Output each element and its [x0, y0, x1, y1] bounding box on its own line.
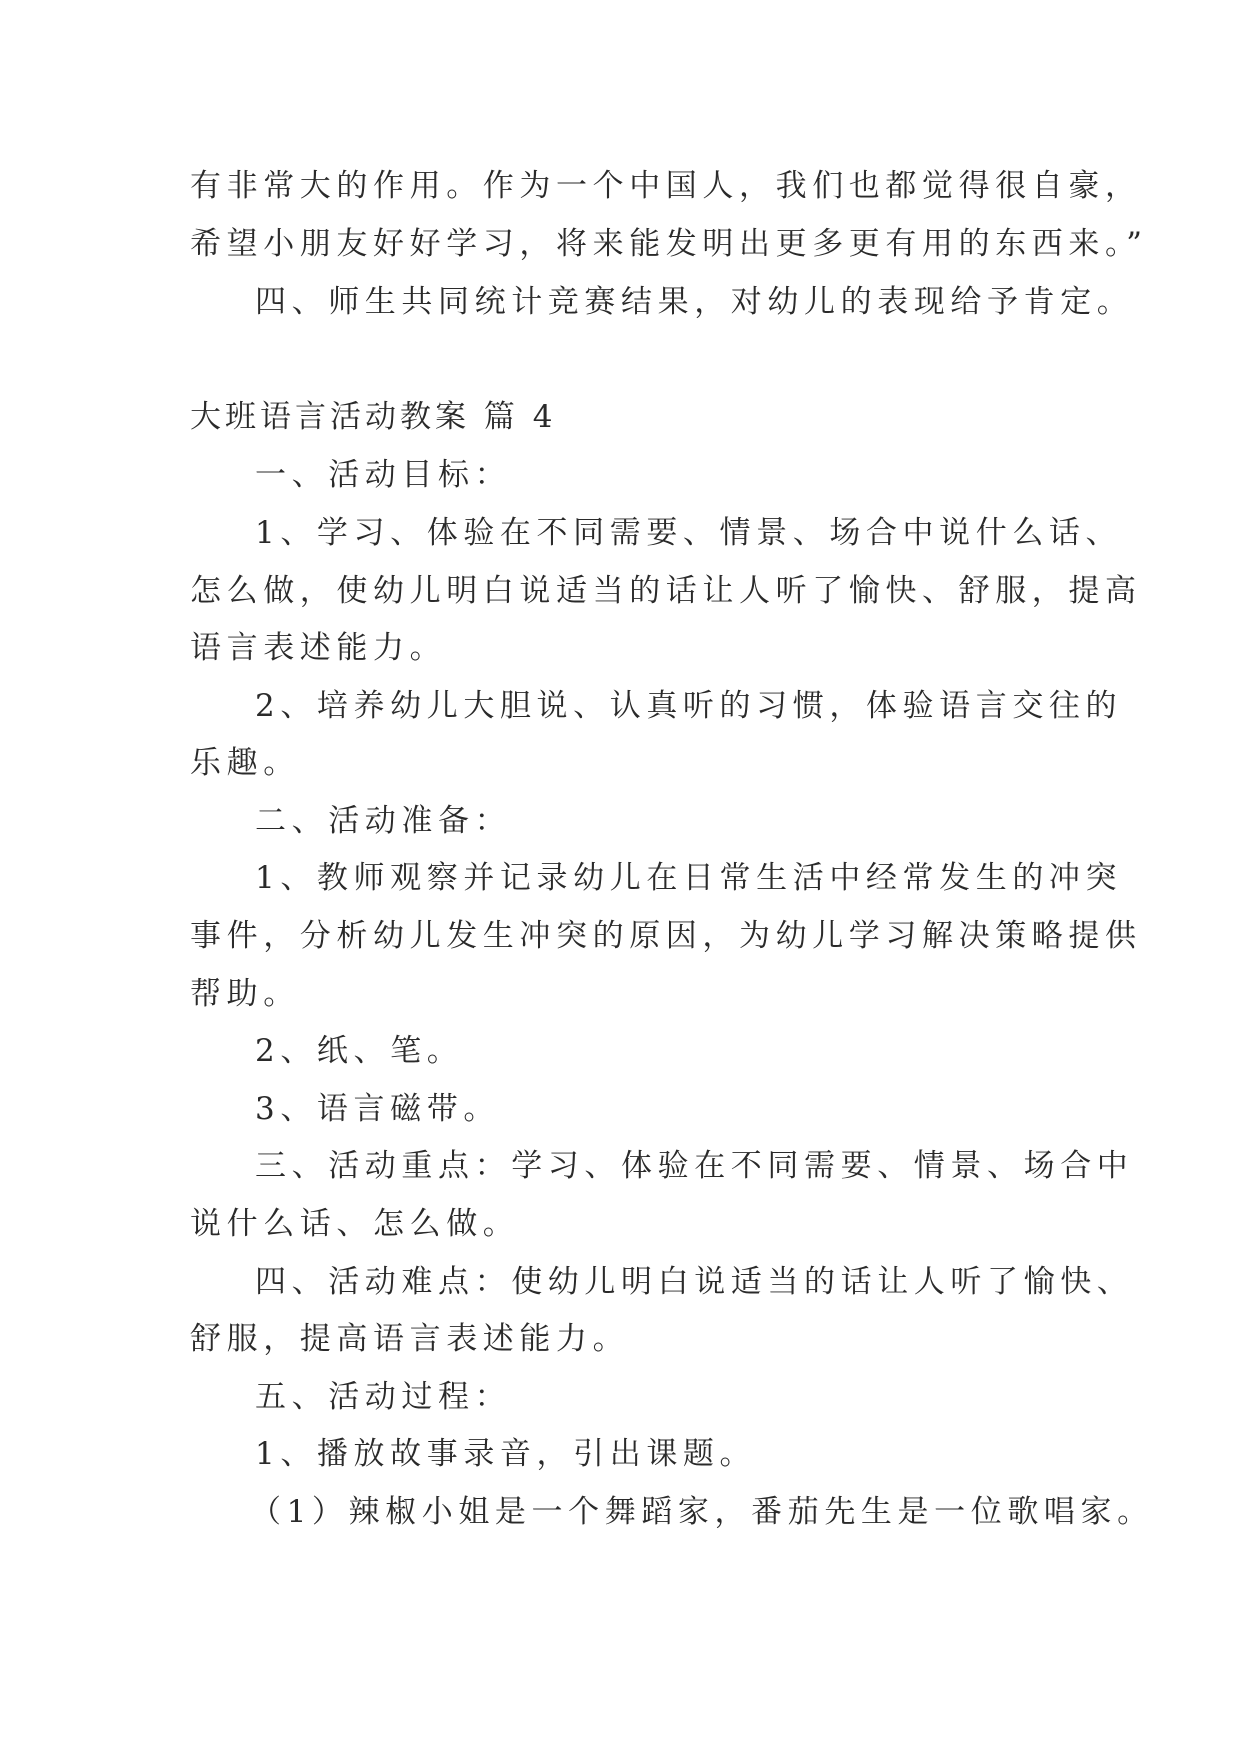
paragraph-line: 说什么话、怎么做。: [190, 1206, 520, 1242]
paragraph-line: 事件，分析幼儿发生冲突的原因，为幼儿学习解决策略提供: [190, 918, 1142, 954]
paragraph-line: 1、播放故事录音，引出课题。: [255, 1436, 757, 1472]
paragraph-line: 3、语言磁带。: [255, 1091, 500, 1127]
subheading: 一、活动目标：: [255, 457, 512, 493]
paragraph-line: 三、活动重点：学习、体验在不同需要、情景、场合中: [255, 1148, 1134, 1184]
paragraph-line: 希望小朋友好好学习，将来能发明出更多更有用的东西来。”: [190, 226, 1148, 262]
paragraph-line: 怎么做，使幼儿明白说适当的话让人听了愉快、舒服，提高: [190, 573, 1142, 609]
paragraph-line: 2、培养幼儿大胆说、认真听的习惯，体验语言交往的: [255, 688, 1123, 724]
paragraph-line: 帮助。: [190, 976, 300, 1012]
paragraph-line: 2、纸、笔。: [255, 1033, 464, 1069]
paragraph-line: 舒服，提高语言表述能力。: [190, 1321, 630, 1357]
paragraph-line: 1、教师观察并记录幼儿在日常生活中经常发生的冲突: [255, 860, 1123, 896]
paragraph-line: 四、活动难点：使幼儿明白说适当的话让人听了愉快、: [255, 1264, 1134, 1300]
paragraph-line: （1）辣椒小姐是一个舞蹈家，番茄先生是一位歌唱家。: [250, 1494, 1154, 1530]
paragraph-line: 1、学习、体验在不同需要、情景、场合中说什么话、: [255, 515, 1123, 551]
subheading: 五、活动过程：: [255, 1379, 512, 1415]
paragraph-line: 有非常大的作用。作为一个中国人，我们也都觉得很自豪，: [190, 168, 1142, 204]
paragraph-line: 乐趣。: [190, 745, 300, 781]
subheading: 二、活动准备：: [255, 803, 512, 839]
paragraph-line: 四、师生共同统计竞赛结果，对幼儿的表现给予肯定。: [255, 284, 1134, 320]
paragraph-line: 语言表述能力。: [190, 630, 447, 666]
section-heading: 大班语言活动教案 篇 4: [190, 399, 557, 435]
